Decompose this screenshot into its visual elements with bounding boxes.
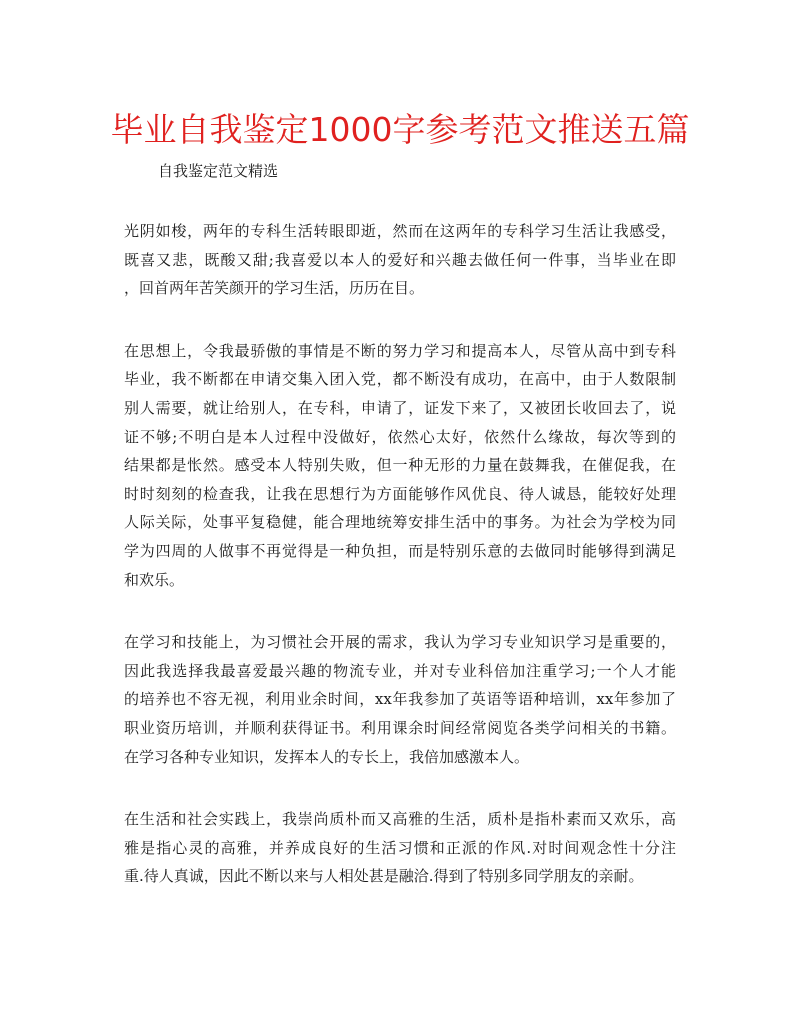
paragraph-line: 结果都是怅然。感受本人特别失败，但一种无形的力量在鼓舞我，在催促我，在	[124, 456, 676, 475]
paragraph-line: 既喜又悲，既酸又甜;我喜爱以本人的爱好和兴趣去做任何一件事，当毕业在即	[124, 250, 676, 269]
paragraph-line: 学为四周的人做事不再觉得是一种负担，而是特别乐意的去做同时能够得到满足	[124, 541, 676, 560]
paragraph	[124, 628, 676, 771]
paragraph-line: ，回首两年苦笑颜开的学习生活，历历在目。	[124, 279, 425, 298]
document-title: 毕业自我鉴定1000字参考范文推送五篇	[110, 110, 690, 149]
paragraph-line: 和欢乐。	[124, 570, 185, 589]
document-subtitle: 自我鉴定范文精选	[158, 162, 279, 180]
paragraph	[124, 805, 676, 891]
paragraph-line: 人际关际，处事平复稳健，能合理地统筹安排生活中的事务。为社会为学校为同	[124, 513, 676, 532]
paragraph-line: 别人需要，就让给别人，在专科，申请了，证发下来了，又被团长收回去了，说	[124, 398, 676, 417]
paragraph-line: 时时刻刻的检查我，让我在思想行为方面能够作风优良、待人诚恳，能较好处理	[124, 484, 676, 503]
document-body	[124, 217, 676, 925]
paragraph	[124, 337, 676, 594]
paragraph-line: 因此我选择我最喜爱最兴趣的物流专业，并对专业科倍加注重学习;一个人才能	[124, 661, 676, 680]
paragraph-line: 毕业，我不断都在申请交集入团入党，都不断没有成功，在高中，由于人数限制	[124, 370, 676, 389]
paragraph-line: 在思想上，令我最骄傲的事情是不断的努力学习和提高本人，尽管从高中到专科	[124, 341, 676, 360]
paragraph	[124, 217, 676, 303]
paragraph-line: 在学习和技能上，为习惯社会开展的需求，我认为学习专业知识学习是重要的，	[124, 633, 676, 652]
paragraph-line: 在生活和社会实践上，我崇尚质朴而又高雅的生活，质朴是指朴素而又欢乐，高	[124, 810, 676, 829]
paragraph-line: 职业资历培训，并顺利获得证书。利用课余时间经常阅览各类学问相关的书籍。	[124, 718, 676, 737]
paragraph-line: 的培养也不容无视，利用业余时间，xx年我参加了英语等语种培训，xx年参加了	[124, 690, 676, 709]
paragraph-line: 证不够;不明白是本人过程中没做好，依然心太好，依然什么缘故，每次等到的	[124, 427, 676, 446]
paragraph-line: 光阴如梭，两年的专科生活转眼即逝，然而在这两年的专科学习生活让我感受，	[124, 222, 676, 240]
paragraph-line: 雅是指心灵的高雅，并养成良好的生活习惯和正派的作风.对时间观念性十分注	[124, 838, 676, 857]
paragraph-line: 重.待人真诚，因此不断以来与人相处甚是融洽.得到了特别多同学朋友的亲耐。	[124, 867, 644, 886]
paragraph-line: 在学习各种专业知识，发挥本人的专长上，我倍加感激本人。	[124, 747, 530, 766]
